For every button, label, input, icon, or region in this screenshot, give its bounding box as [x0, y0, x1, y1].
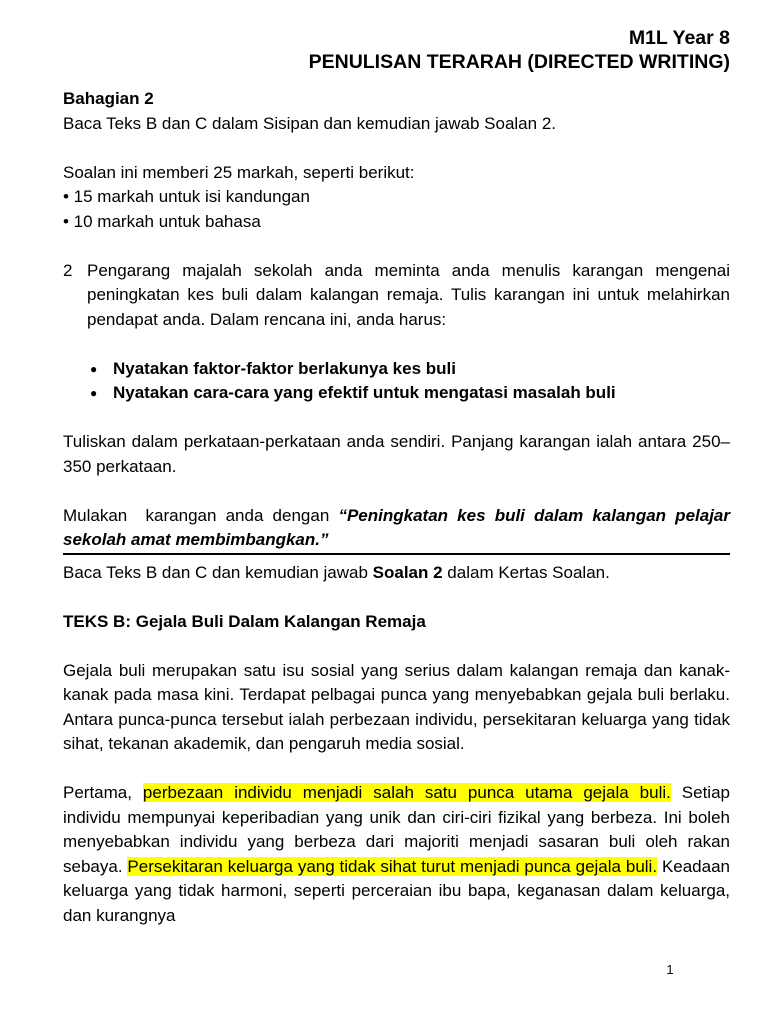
page-number: 1: [666, 962, 674, 977]
document-header: [63, 26, 730, 74]
header-paper-title: PENULISAN TERARAH (DIRECTED WRITING): [308, 51, 730, 73]
text-b-paragraph-2: [63, 781, 735, 928]
question-bullet-solutions: ● Nyatakan cara-cara yang efektif untuk mengatasi masalah buli: [63, 381, 730, 406]
text-b-title: TEKS B: Gejala Buli Dalam Kalangan Remaja: [63, 611, 426, 631]
read-question-ref: Soalan 2: [372, 562, 443, 582]
para2-start: Pertama,: [63, 783, 143, 802]
text-b-paragraph-1: Gejala buli merupakan satu isu sosial yang serius dalam kalangan remaja dan kanak-kanak pada masa kini. Terdapat pelbagai punca yang menyebabkan gejala buli berlaku. Antara punca-punca tersebut ialah perbezaan individu, persekitaran keluarga yang tidak sihat, tekanan akademik, dan pengaruh media sosial.: [63, 660, 730, 753]
highlight-individual-differences: perbezaan individu menjadi salah satu punca utama gejala buli.: [142, 783, 671, 802]
question-bullet-list: [63, 357, 730, 406]
start-instruction: [63, 504, 730, 553]
section-title: Bahagian 2: [63, 89, 154, 108]
question-text: Pengarang majalah sekolah anda meminta anda menulis karangan mengenai peningkatan kes buli dalam kalangan remaja. Tulis karangan ini untuk melahirkan pendapat anda. Dalam rencana ini, anda harus:: [87, 260, 730, 329]
section-divider: [63, 553, 730, 555]
word-limit-note: Tuliskan dalam perkataan-perkataan anda sendiri. Panjang karangan ialah antara 250–350 perkataan.: [63, 432, 730, 476]
read-prefix: Baca Teks B dan C dan kemudian jawab: [63, 562, 373, 582]
start-quote: “Peningkatan kes buli dalam kalangan pelajar sekolah amat membimbangkan.”: [63, 505, 730, 549]
question-block: [63, 259, 730, 333]
read-instruction: [63, 561, 730, 586]
document-page: [63, 26, 735, 928]
read-suffix: dalam Kertas Soalan.: [442, 562, 610, 582]
header-course-title: M1L Year 8: [628, 27, 730, 49]
marks-intro: Soalan ini memberi 25 markah, seperti berikut:: [63, 162, 415, 182]
section-instruction: Baca Teks B dan C dalam Sisipan dan kemudian jawab Soalan 2.: [63, 113, 556, 133]
question-number: 2: [63, 260, 73, 280]
start-prefix: Mulakan karangan anda dengan: [63, 505, 339, 525]
marks-item-language: • 10 markah untuk bahasa: [63, 211, 261, 231]
highlight-family-environment: Persekitaran keluarga yang tidak sihat turut menjadi punca gejala buli.: [127, 856, 658, 876]
question-bullet-factors: ● Nyatakan faktor-faktor berlakunya kes buli: [63, 357, 730, 382]
para2-end: Keadaan keluarga yang tidak harmoni, seperti perceraian ibu bapa, keganasan dalam keluarga, dan kurangnya: [63, 856, 735, 925]
para2-middle: Setiap individu mempunyai keperibadian yang unik dan ciri-ciri fizikal yang berbeza. Ini boleh menyebabkan individu yang berbeza dari majoriti menjadi sasaran buli oleh rakan sebaya.: [63, 783, 735, 876]
marks-item-content: • 15 markah untuk isi kandungan: [63, 187, 310, 206]
